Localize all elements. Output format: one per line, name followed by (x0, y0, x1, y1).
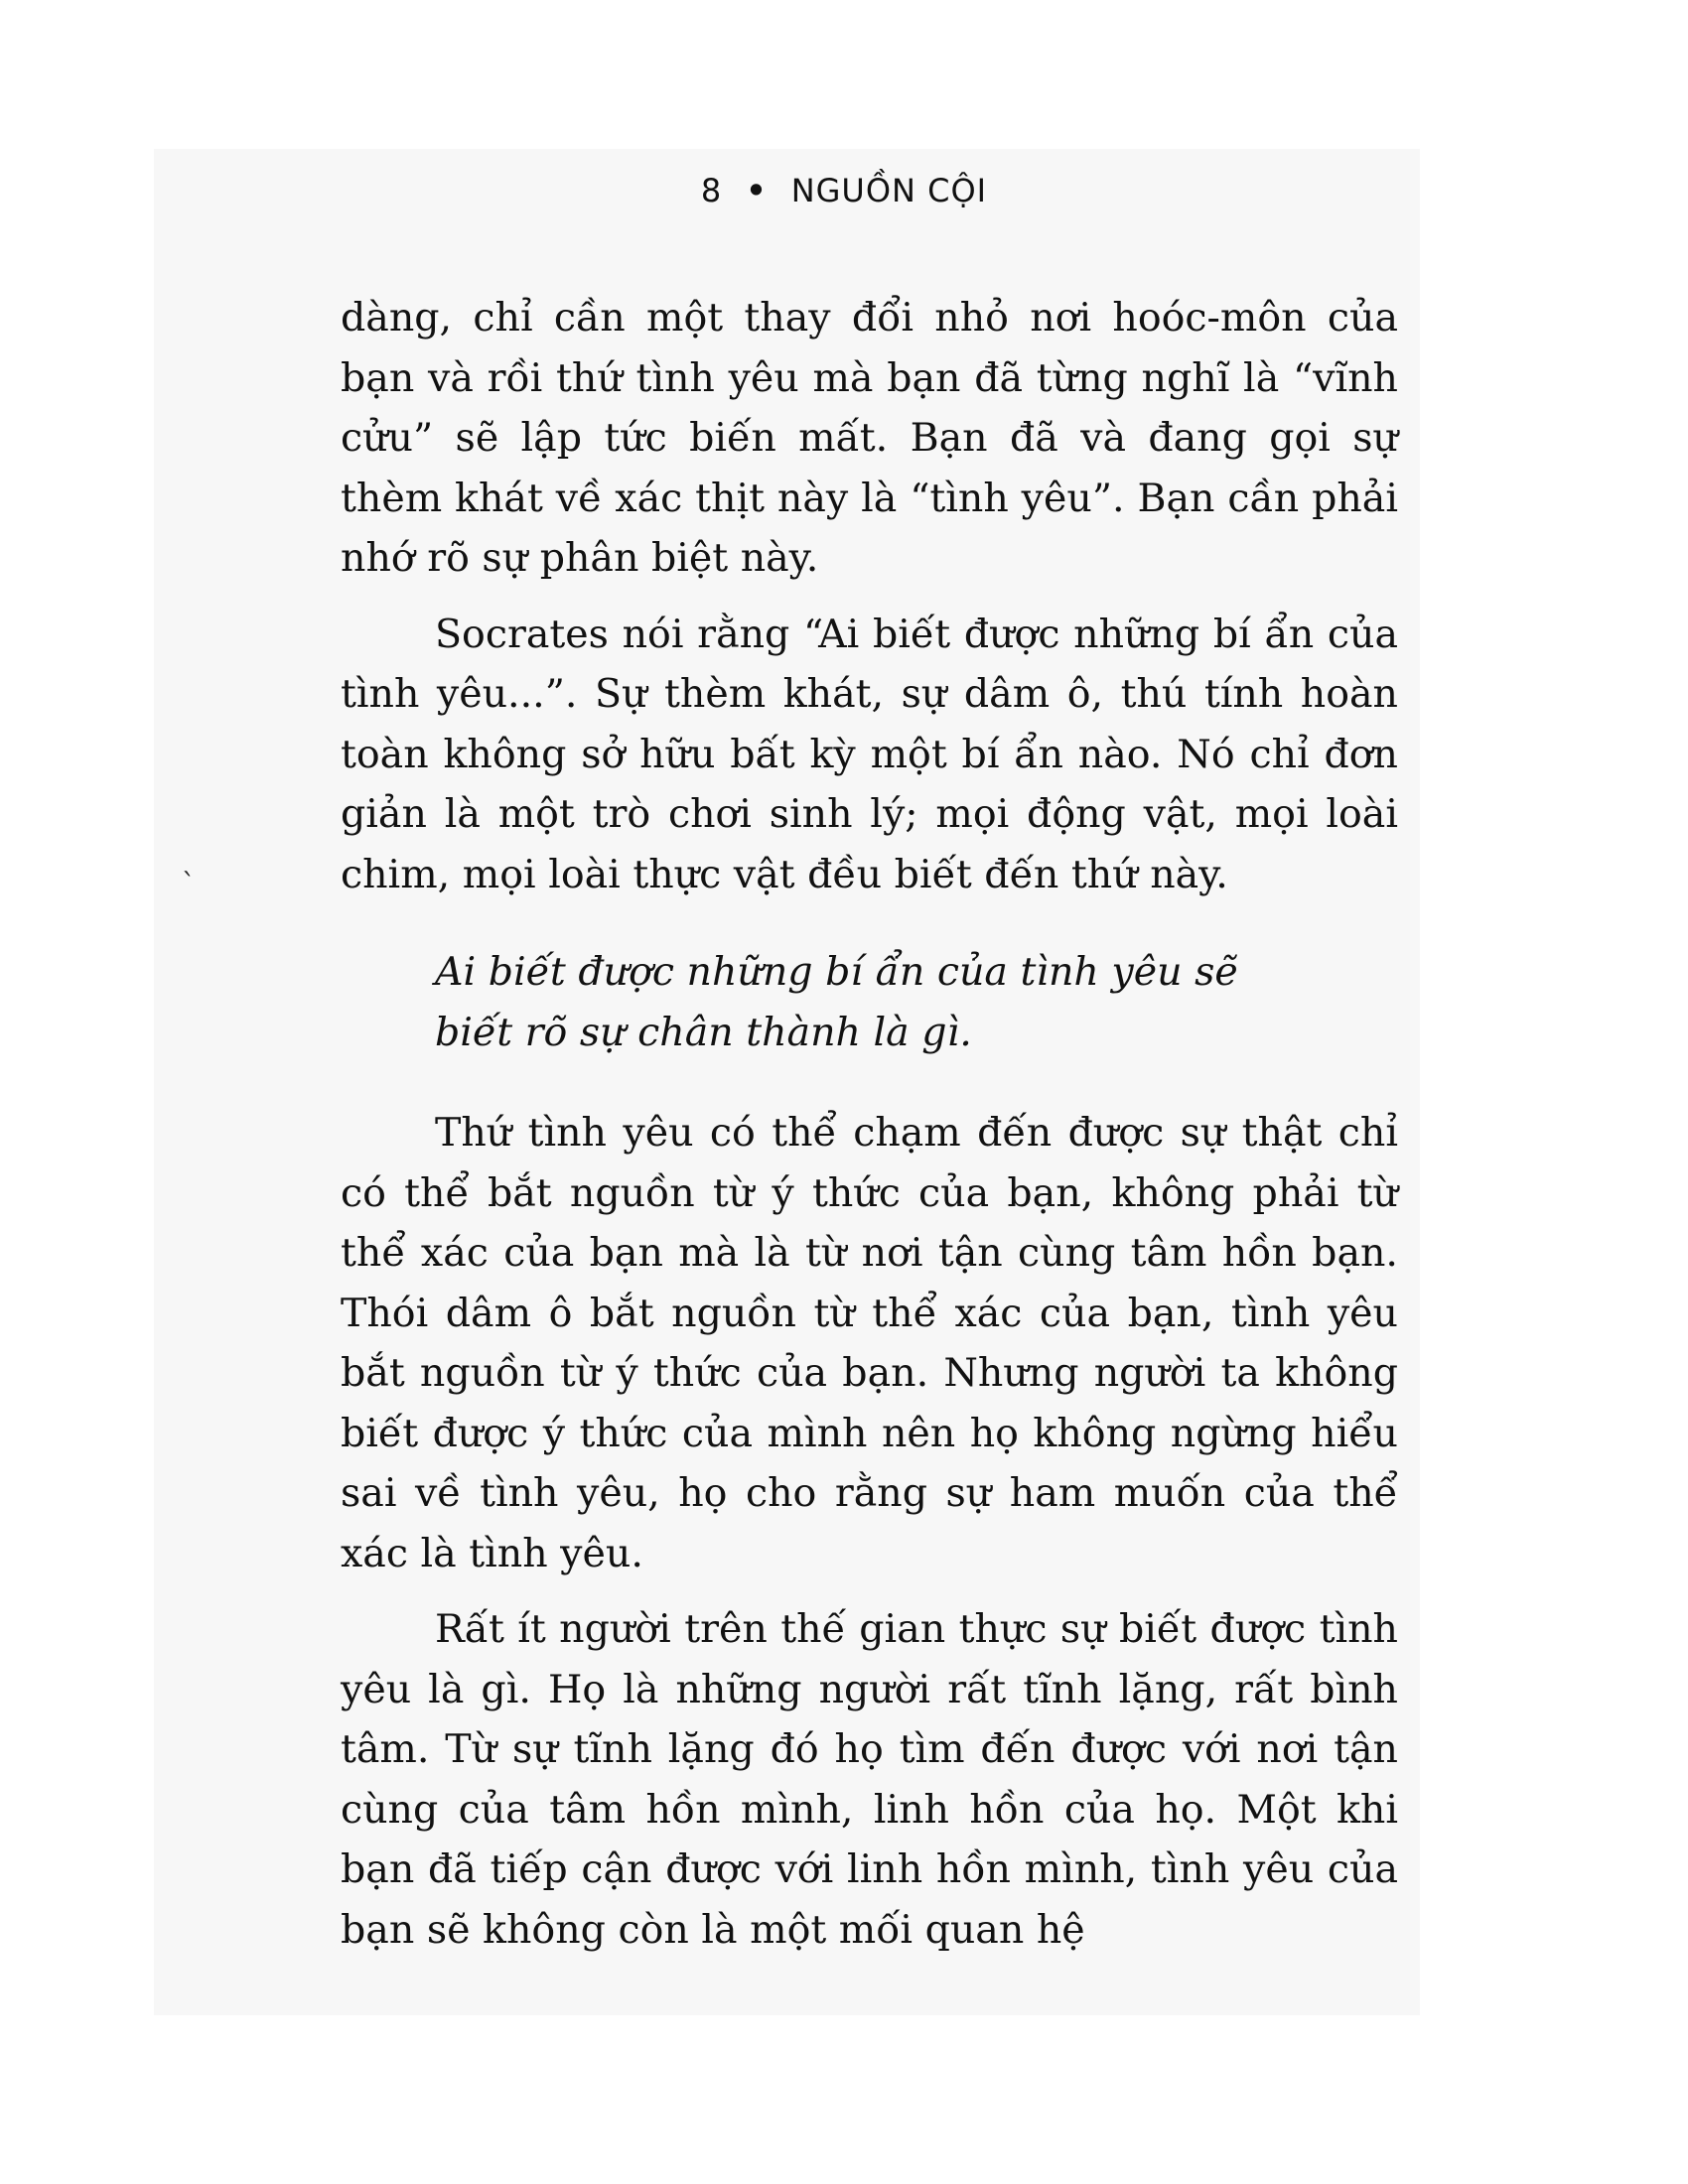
paragraph-1: dàng, chỉ cần một thay đổi nhỏ nơi hoóc-môn của bạn và rồi thứ tình yêu mà bạn đã từng nghĩ là “vĩnh cửu” sẽ lập tức biến mất. Bạn đã và đang gọi sự thèm khát về xác thịt này là “tình yêu”. Bạn cần phải nhớ rõ sự phân biệt này. (341, 295, 1398, 581)
paragraph-4: Rất ít người trên thế gian thực sự biết được tình yêu là gì. Họ là những người rất tĩnh lặng, rất bình tâm. Từ sự tĩnh lặng đó họ tìm đến được với nơi tận cùng của tâm hồn mình, linh hồn của họ. Một khi bạn đã tiếp cận được với linh hồn mình, tình yêu của bạn sẽ không còn là một mối quan hệ (341, 1606, 1398, 1953)
stray-mark: ` (182, 868, 196, 900)
running-head (0, 172, 1688, 209)
quote-line-1: Ai biết được những bí ẩn của tình yêu sẽ (435, 949, 1238, 995)
quote-line-2: biết rõ sự chân thành là gì. (435, 1010, 972, 1055)
page-number: 8 (700, 172, 723, 209)
paragraph-3: Thứ tình yêu có thể chạm đến được sự thật chỉ có thể bắt nguồn từ ý thức của bạn, không phải từ thể xác của bạn mà là từ nơi tận cùng tâm hồn bạn. Thói dâm ô bắt nguồn từ thể xác của bạn, tình yêu bắt nguồn từ ý thức của bạn. Nhưng người ta không biết được ý thức của mình nên họ không ngừng hiểu sai về tình yêu, họ cho rằng sự ham muốn của thể xác là tình yêu. (341, 1110, 1398, 1576)
header-separator: • (746, 172, 768, 209)
body-text (341, 288, 1398, 1960)
paragraph-2: Socrates nói rằng “Ai biết được những bí ẩn của tình yêu...”. Sự thèm khát, sự dâm ô, thú tính hoàn toàn không sở hữu bất kỳ một bí ẩn nào. Nó chỉ đơn giản là một trò chơi sinh lý; mọi động vật, mọi loài chim, mọi loài thực vật đều biết đến thứ này. (341, 611, 1398, 897)
running-title: NGUỒN CỘI (790, 172, 988, 209)
block-quote (435, 942, 1398, 1063)
